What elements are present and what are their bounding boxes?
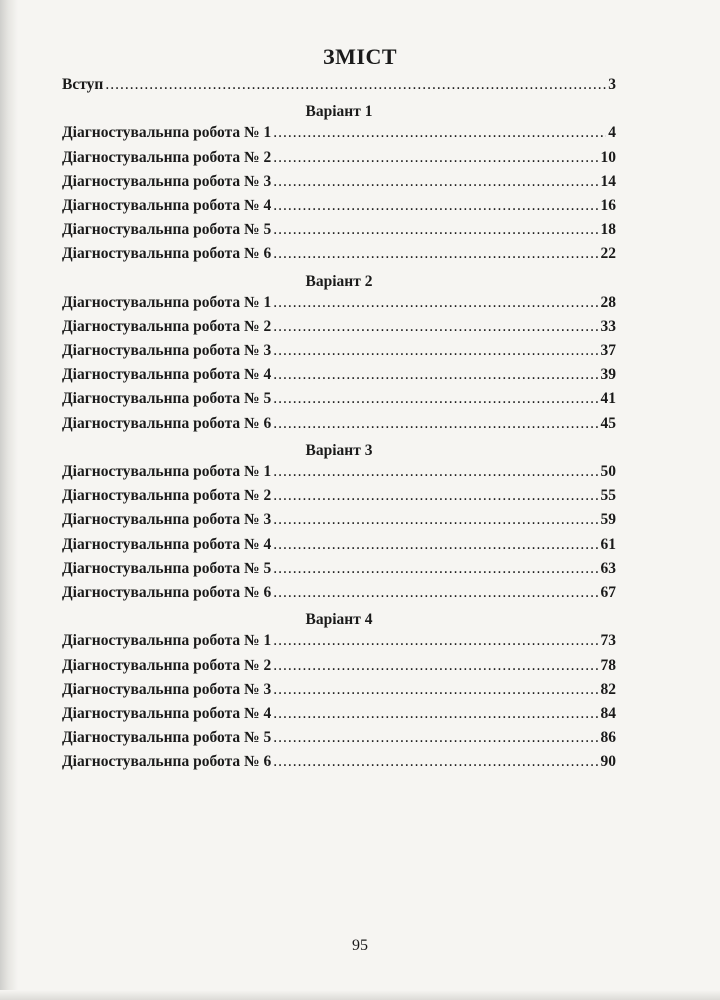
variant-heading-2: Варіант 2 (305, 272, 373, 290)
page-number: 95 (352, 937, 368, 954)
toc-leader-dots (273, 536, 598, 554)
toc-entry-label: Діагностувальнпа робота № 4 (62, 704, 272, 722)
toc-leader-dots (273, 632, 598, 650)
toc-entry-label: Діагностувальнпа робота № 1 (62, 124, 272, 142)
toc-entry-page: 45 (600, 414, 616, 432)
toc-entry-label: Діагностувальнпа робота № 1 (62, 293, 272, 311)
toc-entry-page: 14 (600, 172, 616, 190)
toc-entry-label: Діагностувальнпа робота № 5 (62, 221, 272, 239)
toc-entry-label: Діагностувальнпа робота № 1 (62, 632, 272, 650)
toc-leader-dots (273, 221, 598, 239)
toc-leader-dots (273, 560, 598, 578)
toc-leader-dots (273, 245, 598, 263)
toc-entry[interactable] (62, 463, 616, 487)
toc-leader-dots (273, 197, 598, 215)
toc-entry-page: 55 (600, 487, 616, 505)
toc-entry-page: 10 (600, 148, 616, 166)
toc-entry-page: 50 (600, 463, 616, 480)
toc-entry-label: Діагностувальнпа робота № 3 (62, 172, 272, 190)
toc-entry-label: Діагностувальнпа робота № 6 (62, 583, 272, 601)
toc-entry[interactable] (62, 173, 616, 197)
toc-entry-label: Діагностувальнпа робота № 2 (62, 317, 272, 335)
toc-leader-dots (273, 390, 598, 408)
toc-leader-dots (273, 294, 598, 312)
toc-entry[interactable] (62, 705, 616, 729)
toc-entry-page: 16 (600, 196, 616, 214)
page-title: ЗМІСТ (323, 44, 397, 69)
toc-leader-dots (273, 342, 598, 360)
toc-entry[interactable] (62, 681, 616, 705)
toc-leader-dots (273, 657, 598, 675)
toc-entry-label: Діагностувальнпа робота № 2 (62, 148, 272, 166)
toc-leader-dots (273, 318, 598, 336)
toc-entry-page: 33 (600, 317, 616, 335)
toc-entry[interactable] (62, 729, 616, 753)
toc-entry[interactable] (62, 536, 616, 560)
toc-entry[interactable] (62, 390, 616, 414)
toc-leader-dots (273, 487, 598, 505)
toc-entry-page: 22 (600, 245, 616, 263)
toc-entry-page: 86 (600, 729, 616, 747)
toc-entry-label: Діагностувальнпа робота № 3 (62, 680, 272, 698)
toc-leader-dots (273, 366, 598, 384)
toc-entry[interactable] (62, 318, 616, 342)
toc-entry-label: Діагностувальнпа робота № 6 (62, 753, 272, 771)
toc-leader-dots (273, 173, 598, 191)
toc-entry-label: Вступ (62, 76, 104, 93)
toc-leader-dots (273, 729, 598, 747)
toc-entry[interactable] (62, 511, 616, 535)
toc-entry-page: 90 (600, 753, 616, 771)
toc-entry[interactable] (62, 560, 616, 584)
toc-entry-label: Діагностувальнпа робота № 6 (62, 245, 272, 263)
toc-entry[interactable] (62, 657, 616, 681)
toc-leader-dots (273, 753, 598, 771)
toc-entry[interactable] (62, 753, 616, 777)
toc-entry-label: Діагностувальнпа робота № 1 (62, 463, 272, 480)
variant-heading-1: Варіант 1 (305, 103, 373, 121)
page-binding-edge (0, 0, 18, 1000)
toc-entry-label: Діагностувальнпа робота № 6 (62, 414, 272, 432)
toc-entry-page: 18 (600, 221, 616, 239)
toc-entry-page: 28 (600, 293, 616, 311)
toc-entry-label: Діагностувальнпа робота № 4 (62, 196, 272, 214)
toc-entry-label: Діагностувальнпа робота № 2 (62, 487, 272, 505)
toc-entry-page: 63 (600, 559, 616, 577)
toc-entry[interactable] (62, 124, 616, 148)
toc-entry-page: 61 (600, 535, 616, 553)
toc-entry[interactable] (62, 245, 616, 269)
toc-entry[interactable] (62, 294, 616, 318)
toc-entry-page: 67 (600, 583, 616, 601)
toc-entry-page: 73 (600, 632, 616, 650)
toc-entry[interactable] (62, 415, 616, 439)
toc-entry-label: Діагностувальнпа робота № 4 (62, 366, 272, 384)
toc-entry-label: Діагностувальнпа робота № 5 (62, 559, 272, 577)
toc-entry[interactable] (62, 149, 616, 173)
toc-entry[interactable] (62, 197, 616, 221)
toc-entry-page: 82 (600, 680, 616, 698)
toc-entry-label: Діагностувальнпа робота № 3 (62, 511, 272, 529)
toc-entry[interactable] (62, 221, 616, 245)
toc-leader-dots (273, 681, 598, 699)
toc-leader-dots (273, 415, 598, 433)
toc-entry-page: 37 (600, 342, 616, 360)
toc-entry-label: Діагностувальнпа робота № 4 (62, 535, 272, 553)
toc-leader-dots (273, 463, 598, 481)
toc-entry-page: 59 (600, 511, 616, 529)
toc-entry[interactable] (62, 487, 616, 511)
toc-entry-page: 78 (600, 656, 616, 674)
toc-entry-label: Діагностувальнпа робота № 2 (62, 656, 272, 674)
toc-leader-dots (273, 511, 598, 529)
toc-entry-label: Діагностувальнпа робота № 5 (62, 390, 272, 408)
toc-entry-label: Діагностувальнпа робота № 5 (62, 729, 272, 747)
toc-entry-page: 4 (608, 124, 616, 142)
page-bottom-edge (0, 990, 720, 1000)
toc-entry[interactable] (62, 366, 616, 390)
toc-entry[interactable] (62, 584, 616, 608)
toc-entry[interactable] (62, 632, 616, 656)
toc-leader-dots (273, 124, 606, 142)
toc-entry-intro[interactable] (62, 76, 616, 100)
toc-entry-page: 39 (600, 366, 616, 384)
toc-leader-dots (273, 149, 598, 167)
toc-entry-label: Діагностувальнпа робота № 3 (62, 342, 272, 360)
variant-heading-4: Варіант 4 (305, 611, 373, 629)
toc-leader-dots (273, 584, 598, 602)
toc-entry-page: 84 (600, 704, 616, 722)
toc-entry-page: 3 (608, 76, 616, 93)
toc-entry[interactable] (62, 342, 616, 366)
toc-entry-page: 41 (600, 390, 616, 408)
toc-leader-dots (273, 705, 598, 723)
variant-heading-3: Варіант 3 (305, 441, 373, 459)
table-of-contents (62, 76, 616, 777)
toc-leader-dots (105, 76, 606, 94)
